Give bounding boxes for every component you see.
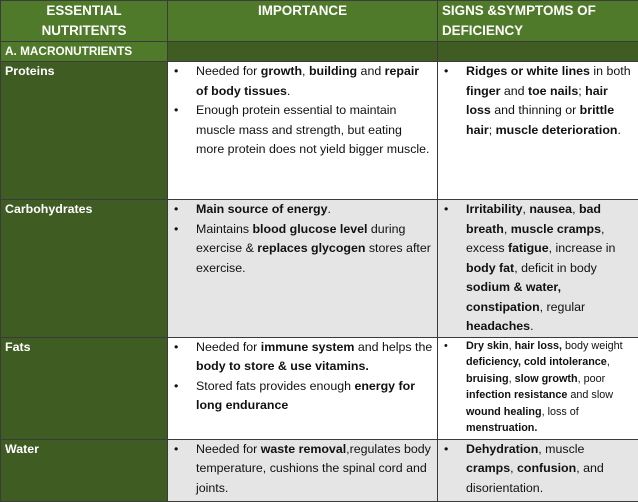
signs-cell — [438, 439, 638, 501]
header-importance-label: IMPORTANCE — [168, 1, 437, 21]
bold-text-run: toe nails — [528, 84, 578, 98]
bullet-item — [168, 62, 437, 101]
bold-text-run: building — [309, 64, 357, 78]
text-run: Enough protein essential to maintain muscle mass and strength, but eating more protein does not yield bigger muscle. — [196, 103, 429, 156]
bold-text-run: replaces glycogen — [257, 241, 365, 255]
bullet-item — [438, 338, 638, 438]
bullet-icon: • — [444, 338, 448, 355]
bullet-icon: • — [174, 101, 178, 121]
bullet-item — [168, 377, 437, 416]
text-run: Needed for — [196, 442, 261, 456]
text-run: Needed for — [196, 340, 261, 354]
text-run: ; — [578, 84, 585, 98]
bullet-item — [168, 440, 437, 499]
text-run: during exercise & — [196, 222, 405, 256]
bold-text-run: Dry skin — [466, 340, 509, 352]
bold-text-run: wound healing — [466, 406, 542, 418]
section-empty-cell — [438, 42, 638, 62]
bold-text-run: slow growth — [515, 373, 578, 385]
bold-text-run: immune system — [261, 340, 355, 354]
bold-text-run: cramps — [466, 461, 510, 475]
text-run: and — [357, 64, 385, 78]
bold-text-run: nausea — [529, 202, 572, 216]
bullet-icon: • — [444, 62, 448, 82]
signs-cell — [438, 200, 638, 338]
bold-text-run: finger — [466, 84, 500, 98]
bullet-item — [168, 220, 437, 279]
bold-text-run: fatigue — [508, 241, 549, 255]
bold-text-run: hair loss — [466, 84, 608, 118]
table-row — [1, 337, 638, 439]
bullet-item — [438, 200, 638, 337]
section-row — [1, 42, 638, 62]
bold-text-run: Dehydration — [466, 442, 538, 456]
bold-text-run: deficiency, cold intolerance — [466, 356, 607, 368]
bold-text-run: Irritability — [466, 202, 522, 216]
text-run: and slow — [567, 389, 613, 401]
bold-text-run: body fat — [466, 261, 514, 275]
text-run: stores after exercise. — [196, 241, 431, 275]
bullet-icon: • — [444, 440, 448, 460]
text-run: . — [618, 123, 621, 137]
bullet-icon: • — [174, 338, 178, 358]
text-run: and helps the — [354, 340, 432, 354]
bold-text-run: muscle deterioration — [496, 123, 618, 137]
bold-text-run: bruising — [466, 373, 509, 385]
text-run: , regular — [540, 300, 585, 314]
importance-cell — [168, 439, 438, 501]
bullet-item — [168, 101, 437, 160]
text-run: , excess — [466, 222, 604, 256]
bullet-icon: • — [174, 440, 178, 460]
table-row — [1, 439, 638, 501]
text-run: , muscle — [538, 442, 584, 456]
nutrient-name: Water — [1, 439, 168, 501]
text-run: . — [287, 84, 290, 98]
text-run: . — [530, 319, 533, 333]
importance-cell — [168, 200, 438, 338]
header-row — [1, 1, 638, 42]
importance-list — [168, 338, 437, 416]
header-essential-line2: NUTRITENTS — [1, 21, 167, 41]
bullet-icon: • — [444, 200, 448, 220]
text-run: body weight — [562, 340, 623, 352]
bold-text-run: bad breath — [466, 202, 601, 236]
signs-list — [438, 440, 638, 499]
bold-text-run: body to store & use vitamins. — [196, 359, 369, 373]
bold-text-run: sodium & water, constipation — [466, 280, 561, 314]
header-signs-symptoms — [438, 1, 638, 42]
bold-text-run: waste removal — [261, 442, 346, 456]
header-essential-nutrients — [1, 1, 168, 42]
text-run: ,regulates body temperature, cushions the spinal cord and joints. — [196, 442, 431, 495]
text-run: , — [510, 461, 517, 475]
text-run: , poor — [578, 373, 606, 385]
text-run: , — [572, 202, 579, 216]
signs-list — [438, 62, 638, 140]
bold-text-run: blood glucose level — [252, 222, 367, 236]
text-run: , — [504, 222, 511, 236]
header-signs-line1: SIGNS &SYMPTOMS OF — [442, 1, 638, 21]
importance-list — [168, 62, 437, 160]
section-empty-cell — [168, 42, 438, 62]
text-run: in both — [590, 64, 631, 78]
signs-cell — [438, 337, 638, 439]
text-run: , — [607, 356, 610, 368]
bold-text-run: repair of body tissues — [196, 64, 419, 98]
bold-text-run: infection resistance — [466, 389, 567, 401]
bullet-item — [168, 200, 437, 220]
importance-cell — [168, 62, 438, 200]
signs-list — [438, 200, 638, 337]
bullet-icon: • — [174, 377, 178, 397]
bold-text-run: energy for long endurance — [196, 379, 415, 413]
importance-cell — [168, 337, 438, 439]
importance-list — [168, 200, 437, 278]
nutrient-name: Fats — [1, 337, 168, 439]
header-importance — [168, 1, 438, 42]
text-run: . — [328, 202, 331, 216]
bold-text-run: headaches — [466, 319, 530, 333]
bold-text-run: hair loss, — [515, 340, 562, 352]
bold-text-run: brittle hair — [466, 103, 614, 137]
text-run: , — [302, 64, 309, 78]
text-run: ; — [489, 123, 496, 137]
text-run: , — [522, 202, 529, 216]
text-run: and — [500, 84, 528, 98]
bullet-item — [438, 440, 638, 499]
nutrient-name: Carbohydrates — [1, 200, 168, 338]
header-essential-line1: ESSENTIAL — [1, 1, 167, 21]
bold-text-run: Main source of energy — [196, 202, 328, 216]
section-title: A. MACRONUTRIENTS — [1, 42, 168, 62]
text-run: , deficit in body — [514, 261, 597, 275]
bold-text-run: growth — [261, 64, 302, 78]
table-row — [1, 62, 638, 200]
text-run: , and disorientation. — [466, 461, 604, 495]
signs-cell — [438, 62, 638, 200]
bold-text-run: muscle cramps — [511, 222, 601, 236]
bullet-item — [168, 338, 437, 377]
bullet-icon: • — [174, 220, 178, 240]
signs-list — [438, 338, 638, 438]
header-signs-line2: DEFICIENCY — [442, 21, 638, 41]
bold-text-run: Ridges or white lines — [466, 64, 590, 78]
text-run: , increase in — [549, 241, 616, 255]
bold-text-run: confusion — [517, 461, 576, 475]
nutrient-name: Proteins — [1, 62, 168, 200]
text-run: , — [509, 373, 515, 385]
table-row — [1, 200, 638, 338]
text-run: Stored fats provides enough — [196, 379, 354, 393]
bullet-icon: • — [174, 200, 178, 220]
text-run: Maintains — [196, 222, 252, 236]
text-run: , — [509, 340, 515, 352]
bullet-icon: • — [174, 62, 178, 82]
importance-list — [168, 440, 437, 499]
bold-text-run: menstruation. — [466, 422, 537, 434]
text-run: and thinning or — [491, 103, 580, 117]
text-run: Needed for — [196, 64, 261, 78]
text-run: , loss of — [542, 406, 579, 418]
bullet-item — [438, 62, 638, 140]
